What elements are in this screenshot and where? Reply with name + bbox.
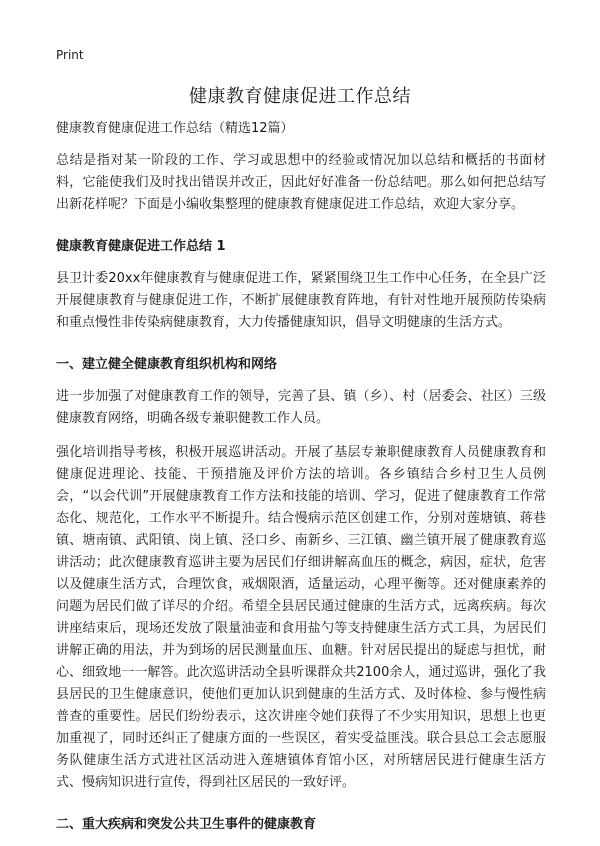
- print-link[interactable]: Print: [56, 48, 84, 62]
- intro-paragraph: 总结是指对某一阶段的工作、学习或思想中的经验或情况加以总结和概括的书面材料，它能使我们及时找出错误并改正，因此好好准备一份总结吧。那么如何把总结写出新花样呢？下面是小编收集整理的健康教育健康促进工作总结，欢迎大家分享。: [56, 153, 546, 212]
- section-heading-1: 健康教育健康促进工作总结 1: [56, 239, 226, 254]
- page-title: 健康教育健康促进工作总结: [189, 86, 411, 107]
- document-subtitle: 健康教育健康促进工作总结（精选12篇）: [56, 121, 294, 136]
- subsection1-paragraph-2: 强化培训指导考核，积极开展巡讲活动。开展了基层专兼职健康教育人员健康教育和健康促进理论、技能、干预措施及评价方法的培训。各乡镇结合乡村卫生人员例会，“以会代训”开展健康教育工作方法和技能的培训、学习，促进了健康教育工作常态化、规范化，工作水平不断提升。结合慢病示范区创建工作，分别对莲塘镇、蒋巷镇、塘南镇、武阳镇、岗上镇、泾口乡、南新乡、三江镇、幽兰镇开展了健康教育巡讲活动；此次健康教育巡讲主要为居民们仔细讲解高血压的概念，病因，症状，危害以及健康生活方式，合理饮食，戒烟限酒，适量运动，心理平衡等。还对健康素养的问题为居民们做了详尽的介绍。希望全县居民通过健康的生活方式，远离疾病。每次讲座结束后，现场还发放了限量油壶和食用盐勺等支持健康生活方式工具，为居民们讲解正确的用法，并为到场的居民测量血压、血糖。针对居民提出的疑虑与担忧，耐心、细致地一一解答。此次巡讲活动全县听课群众共2100余人，通过巡讲，强化了我县居民的卫生健康意识，使他们更加认识到健康的生活方式、及时体检、参与慢性病普查的重要性。居民们纷纷表示，这次讲座令她们获得了不少实用知识，思想上也更加重视了，同时还纠正了健康方面的一些误区，着实受益匪浅。联合县总工会志愿服务队健康生活方式进社区活动进入莲塘镇体育馆小区，对所辖居民进行健康生活方式、慢病知识进行宣传，得到社区居民的一致好评。: [56, 445, 546, 790]
- subsection1-paragraph-1: 进一步加强了对健康教育工作的领导，完善了县、镇（乡）、村（居委会、社区）三级健康教育网络，明确各级专兼职健教工作人员。: [56, 389, 546, 426]
- document-body: [56, 118, 546, 846]
- subsection-heading-2: 二、重大疾病和突发公共卫生事件的健康教育: [56, 817, 317, 832]
- section1-paragraph: 县卫计委20xx年健康教育与健康促进工作，紧紧围绕卫生工作中心任务，在全县广泛开展健康教育与健康促进工作，不断扩展健康教育阵地，有针对性地开展预防传染病和重点慢性非传染病健康教育，大力传播健康知识，倡导文明健康的生活方式。: [56, 271, 546, 330]
- subsection-heading-1: 一、建立健全健康教育组织机构和网络: [56, 357, 278, 372]
